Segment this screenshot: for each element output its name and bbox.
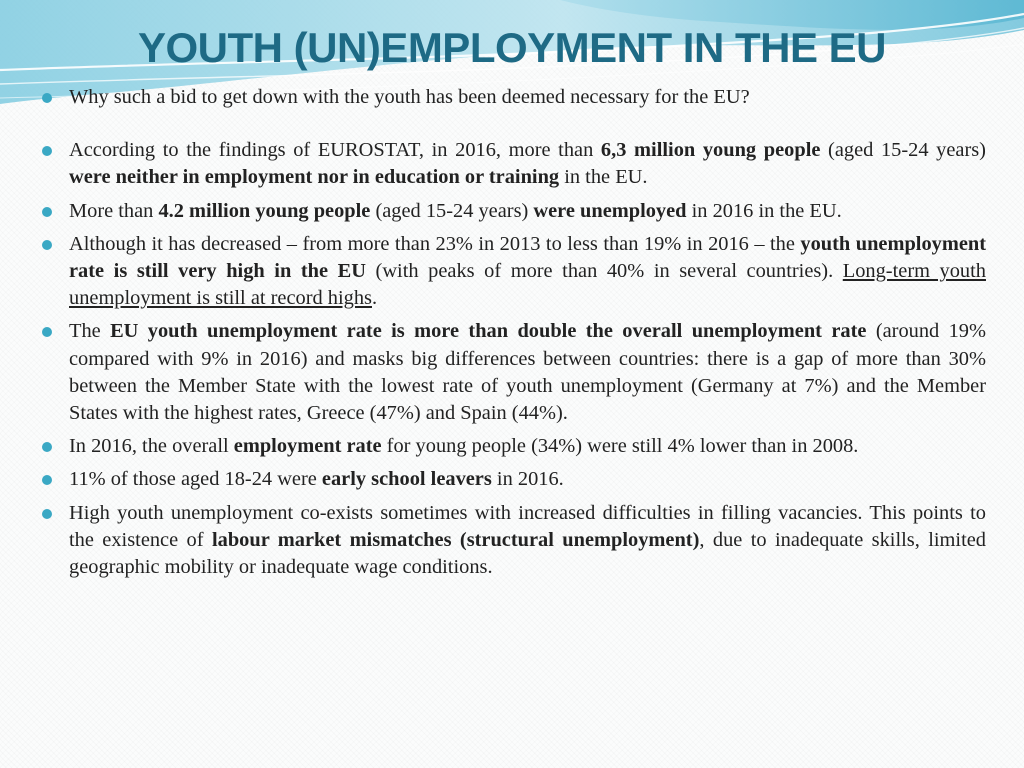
text-run: More than — [69, 199, 159, 222]
text-run: (with peaks of more than 40% in several countries). — [365, 260, 843, 283]
bullet-item — [42, 231, 986, 313]
bullet-text — [69, 320, 986, 424]
text-run: High youth unemployment co-exists sometimes with increased difficulties in filling vacancies. This points to the existence of — [69, 501, 986, 551]
bullet-item — [42, 318, 986, 427]
bullet-item — [42, 433, 986, 460]
text-run: The — [69, 320, 111, 343]
bold-text: early school leavers — [321, 468, 492, 491]
bullet-item — [42, 84, 986, 111]
bullet-text — [69, 86, 750, 108]
bullet-dot-icon — [42, 146, 52, 156]
text-run: Why such a bid to get down with the youth has been deemed necessary for the EU? — [69, 86, 750, 108]
bold-text: 6,3 million young people — [600, 139, 821, 162]
bold-text: labour market mismatches (structural unemployment) — [211, 528, 700, 551]
text-run: in 2016. — [491, 468, 564, 491]
bullet-dot-icon — [42, 327, 52, 337]
underlined-text: Long-term youth unemployment is still at record highs — [69, 260, 986, 310]
bullet-text — [69, 435, 858, 457]
bullet-dot-icon — [42, 207, 52, 217]
bullet-item — [42, 198, 986, 225]
text-run: in 2016 in the EU. — [686, 199, 842, 222]
text-run: (around 19% compared with 9% in 2016) and masks big differences between countries: there is a gap of more than 30% between the Member State with the lowest rate of youth unemployment (Germany at 7%) and the Member States with the highest rates, Greece (47%) and Spain (44%). — [69, 320, 986, 425]
bold-text: EU youth unemployment rate is more than double the overall unemployment rate — [110, 320, 867, 343]
bullet-item — [42, 500, 986, 582]
bold-text: were unemployed — [533, 199, 687, 222]
text-run: in the EU. — [559, 166, 648, 189]
bullet-item — [42, 466, 986, 493]
text-run: for young people (34%) were still 4% lower than in 2008. — [381, 435, 859, 458]
bullet-dot-icon — [42, 475, 52, 485]
bullet-dot-icon — [42, 93, 52, 103]
text-run: Although it has decreased – from more than 23% in 2013 to less than 19% in 2016 – the — [69, 232, 801, 255]
bold-text: 4.2 million young people — [158, 199, 371, 222]
bullet-dot-icon — [42, 509, 52, 519]
text-run: 11% of those aged 18-24 were — [69, 468, 322, 491]
text-run: (aged 15-24 years) — [820, 139, 986, 162]
text-run: In 2016, the overall — [69, 435, 234, 458]
text-run: . — [371, 287, 378, 310]
bold-text: employment rate — [233, 435, 382, 458]
bold-text: were neither in employment nor in education or training — [69, 166, 560, 189]
text-run: According to the findings of EUROSTAT, in 2016, more than — [69, 139, 601, 162]
bullet-item — [42, 137, 986, 191]
bullet-text — [69, 502, 986, 578]
bullet-dot-icon — [42, 240, 52, 250]
text-run: , due to inadequate skills, limited geographic mobility or inadequate wage conditions. — [69, 528, 986, 579]
bullet-text — [69, 139, 986, 188]
bold-text: youth unemployment rate is still very high in the EU — [69, 232, 987, 283]
bullet-text — [69, 233, 986, 309]
bullet-dot-icon — [42, 442, 52, 452]
bullet-list — [42, 84, 986, 587]
slide-title: YOUTH (UN)EMPLOYMENT IN THE EU — [138, 24, 886, 71]
bullet-text — [69, 200, 842, 222]
text-run: (aged 15-24 years) — [370, 199, 534, 222]
bullet-text — [69, 468, 564, 490]
